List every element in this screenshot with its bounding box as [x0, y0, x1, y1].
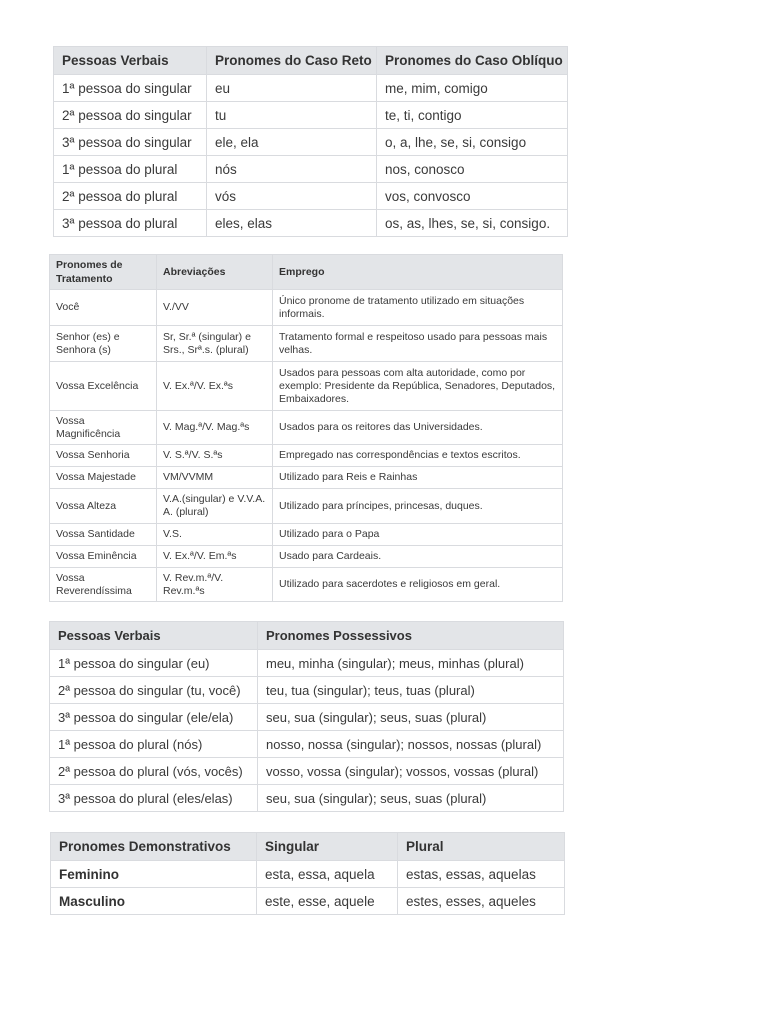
- table-header-row: [51, 833, 565, 861]
- table-cell: Vossa Santidade: [50, 524, 157, 546]
- table-row: [50, 650, 564, 677]
- table-cell: Usado para Cardeais.: [273, 546, 563, 568]
- table-cell: Sr, Sr.ª (singular) e Srs., Srª.s. (plural): [157, 326, 273, 362]
- table-cell: Vossa Alteza: [50, 489, 157, 524]
- table-cell: 2ª pessoa do plural (vós, vocês): [50, 758, 258, 785]
- table-row: [50, 704, 564, 731]
- table-cell: estas, essas, aquelas: [398, 861, 565, 888]
- table-cell: Tratamento formal e respeitoso usado para pessoas mais velhas.: [273, 326, 563, 362]
- table-header-row: [54, 47, 568, 75]
- table-cell: V. S.ª/V. S.ªs: [157, 445, 273, 467]
- table-row: [50, 489, 563, 524]
- table-cell: os, as, lhes, se, si, consigo.: [377, 210, 568, 237]
- table-cell: 2ª pessoa do plural: [54, 183, 207, 210]
- table-row: [50, 445, 563, 467]
- table-cell: 3ª pessoa do singular: [54, 129, 207, 156]
- table-row: [54, 210, 568, 237]
- table-cell: nosso, nossa (singular); nossos, nossas (plural): [258, 731, 564, 758]
- table-cell: meu, minha (singular); meus, minhas (plural): [258, 650, 564, 677]
- table-cell: 1ª pessoa do singular: [54, 75, 207, 102]
- table-cell: tu: [207, 102, 377, 129]
- table-demonstrativos: [50, 832, 565, 915]
- table-row: [50, 290, 563, 326]
- table-cell: Vossa Senhoria: [50, 445, 157, 467]
- row-header-cell: Masculino: [51, 888, 257, 915]
- table-cell: seu, sua (singular); seus, suas (plural): [258, 785, 564, 812]
- table-header-row: [50, 255, 563, 290]
- header-cell: Pronomes do Caso Oblíquo: [377, 47, 568, 75]
- header-cell: Emprego: [273, 255, 563, 290]
- table-cell: estes, esses, aqueles: [398, 888, 565, 915]
- table-cell: nos, conosco: [377, 156, 568, 183]
- table-cell: nós: [207, 156, 377, 183]
- header-cell: Plural: [398, 833, 565, 861]
- table-cell: 1ª pessoa do singular (eu): [50, 650, 258, 677]
- table-row: [50, 546, 563, 568]
- table-cell: 1ª pessoa do plural: [54, 156, 207, 183]
- table-cell: V. Ex.ª/V. Em.ªs: [157, 546, 273, 568]
- header-cell: Pronomes do Caso Reto: [207, 47, 377, 75]
- table-cell: teu, tua (singular); teus, tuas (plural): [258, 677, 564, 704]
- table-row: [54, 75, 568, 102]
- table-row: [51, 861, 565, 888]
- table-tratamento: [49, 254, 563, 602]
- table-cell: Usados para pessoas com alta autoridade, como por exemplo: Presidente da República, Senadores, Deputados, Embaixadores.: [273, 362, 563, 411]
- table-cell: Vossa Majestade: [50, 467, 157, 489]
- table-cell: V. Rev.m.ª/V. Rev.m.ªs: [157, 568, 273, 602]
- table-cell: seu, sua (singular); seus, suas (plural): [258, 704, 564, 731]
- table-cell: 2ª pessoa do singular (tu, você): [50, 677, 258, 704]
- row-header-cell: Feminino: [51, 861, 257, 888]
- table-cell: 2ª pessoa do singular: [54, 102, 207, 129]
- table-cell: V.S.: [157, 524, 273, 546]
- table-reto-obliquo: [53, 46, 568, 237]
- table-row: [50, 467, 563, 489]
- table-row: [50, 326, 563, 362]
- table-cell: vosso, vossa (singular); vossos, vossas (plural): [258, 758, 564, 785]
- table-row: [50, 568, 563, 602]
- table-cell: esta, essa, aquela: [257, 861, 398, 888]
- table-cell: vós: [207, 183, 377, 210]
- table-row: [54, 156, 568, 183]
- table-cell: V. Mag.ª/V. Mag.ªs: [157, 411, 273, 445]
- header-cell: Singular: [257, 833, 398, 861]
- table-cell: o, a, lhe, se, si, consigo: [377, 129, 568, 156]
- table-cell: Utilizado para príncipes, princesas, duques.: [273, 489, 563, 524]
- table-cell: 3ª pessoa do singular (ele/ela): [50, 704, 258, 731]
- table-cell: Vossa Excelência: [50, 362, 157, 411]
- table-cell: me, mim, comigo: [377, 75, 568, 102]
- table-cell: V.A.(singular) e V.V.A. A. (plural): [157, 489, 273, 524]
- table-cell: Vossa Magnificência: [50, 411, 157, 445]
- table-row: [50, 731, 564, 758]
- header-cell: Pronomes Possessivos: [258, 622, 564, 650]
- table-cell: Utilizado para sacerdotes e religiosos em geral.: [273, 568, 563, 602]
- table-cell: 3ª pessoa do plural: [54, 210, 207, 237]
- table-cell: eu: [207, 75, 377, 102]
- table-cell: Usados para os reitores das Universidades.: [273, 411, 563, 445]
- table-row: [54, 183, 568, 210]
- table-cell: Você: [50, 290, 157, 326]
- table-row: [50, 524, 563, 546]
- table-row: [54, 102, 568, 129]
- table-row: [50, 362, 563, 411]
- table-header-row: [50, 622, 564, 650]
- table-cell: Vossa Eminência: [50, 546, 157, 568]
- table-row: [50, 411, 563, 445]
- header-cell: Pronomes de Tratamento: [50, 255, 157, 290]
- table-row: [50, 677, 564, 704]
- table-cell: te, ti, contigo: [377, 102, 568, 129]
- table-cell: vos, convosco: [377, 183, 568, 210]
- table-cell: VM/VVMM: [157, 467, 273, 489]
- table-cell: V. Ex.ª/V. Ex.ªs: [157, 362, 273, 411]
- table-cell: eles, elas: [207, 210, 377, 237]
- table-row: [54, 129, 568, 156]
- table-cell: Utilizado para o Papa: [273, 524, 563, 546]
- table-row: [50, 785, 564, 812]
- table-cell: Senhor (es) e Senhora (s): [50, 326, 157, 362]
- table-cell: este, esse, aquele: [257, 888, 398, 915]
- header-cell: Pronomes Demonstrativos: [51, 833, 257, 861]
- table-cell: 1ª pessoa do plural (nós): [50, 731, 258, 758]
- table-row: [50, 758, 564, 785]
- table-cell: 3ª pessoa do plural (eles/elas): [50, 785, 258, 812]
- table-possessivos: [49, 621, 564, 812]
- table-cell: Empregado nas correspondências e textos escritos.: [273, 445, 563, 467]
- table-cell: ele, ela: [207, 129, 377, 156]
- table-cell: Utilizado para Reis e Rainhas: [273, 467, 563, 489]
- header-cell: Pessoas Verbais: [54, 47, 207, 75]
- table-cell: Único pronome de tratamento utilizado em situações informais.: [273, 290, 563, 326]
- table-cell: Vossa Reverendíssima: [50, 568, 157, 602]
- table-row: [51, 888, 565, 915]
- header-cell: Pessoas Verbais: [50, 622, 258, 650]
- header-cell: Abreviações: [157, 255, 273, 290]
- table-cell: V./VV: [157, 290, 273, 326]
